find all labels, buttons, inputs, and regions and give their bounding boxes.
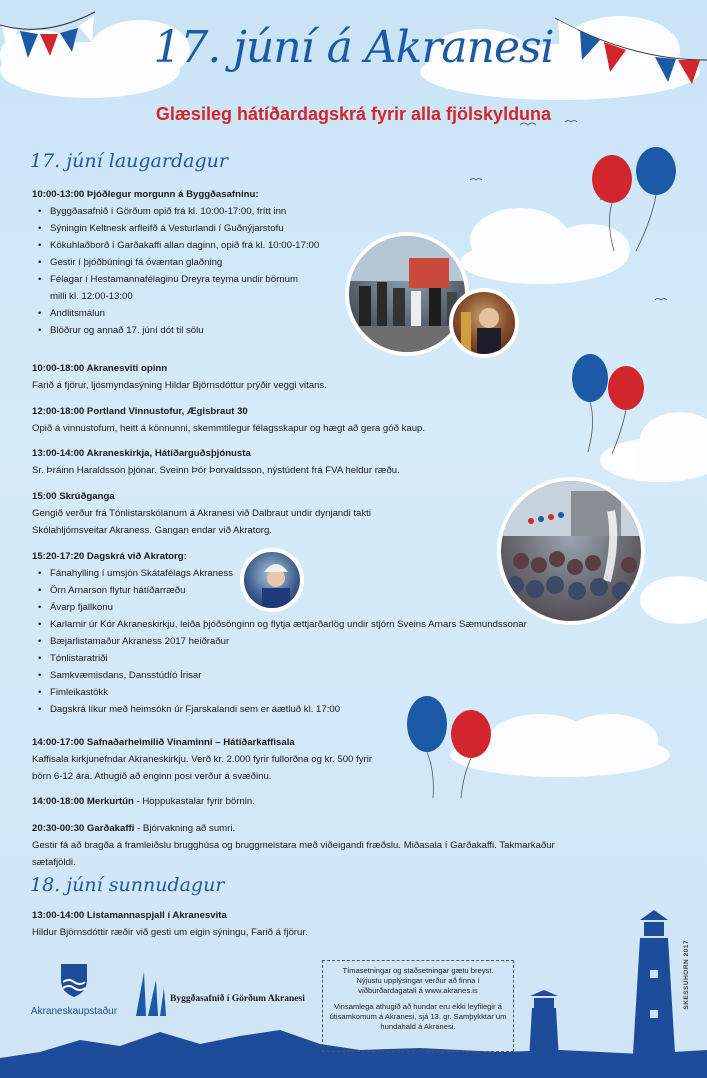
poster-subtitle: Glæsileg hátíðardagskrá fyrir alla fjölskylduna: [155, 104, 552, 124]
list-item: • Samkvæmisdans, Dansstúdíó Írisar: [50, 667, 532, 684]
balloons-bottom: [405, 690, 515, 800]
block-title: 12:00-18:00 Portland Vinnustofur, Ægisbraut 30: [32, 406, 248, 417]
crowd-photo: [497, 477, 645, 625]
block-text: Skólahljómsveitar Akraness. Gangan endar við Akratorg.: [32, 525, 272, 536]
list-item: • Kökuhlaðborð í Garðakaffi allan daginn, opið frá kl. 10:00-17:00: [50, 237, 352, 254]
akranes-logo-label: Akraneskaupstaður: [30, 1006, 118, 1017]
schedule-block-5: [32, 488, 492, 539]
block-text: Opið á vinnustofum, heitt á könnunni, skemmtilegur félagsskapur og hægt að gera góð kaup.: [32, 423, 426, 434]
block-text: Farið á fjörur, ljósmyndasýning Hildar Björnsdóttur prýðir veggi vitans.: [32, 380, 327, 391]
day2-heading: 18. júní sunnudagur: [30, 874, 225, 896]
list-item: • Fánahylling í umsjón Skátafélags Akraness: [50, 565, 532, 582]
block-title: 20:30-00:30 Garðakaffi: [32, 823, 135, 834]
balloons-middle: [570, 348, 660, 458]
block-title: 13:00-14:00 Akraneskirkja, Hátíðarguðsþjónusta: [32, 448, 251, 459]
block-text: Kaffisala kirkjunefndar Akraneskirkju. Verð kr. 2.000 fyrir fullorðna og kr. 500 fyrir: [32, 754, 373, 765]
list-item-text: Félagar í Hestamannafélaginu Dreyra teyma undir börnum: [50, 274, 298, 285]
list-item: • Fimleikastökk: [50, 684, 532, 701]
block-text: Gengið verður frá Tónlistarskólanum á Akranesi við Dalbraut undir dynjandi takti: [32, 508, 371, 519]
balloons-top: [590, 145, 680, 255]
list-item-cont: milli kl. 12:00-13:00: [50, 291, 133, 302]
parade-photo: [345, 232, 469, 356]
block-title: 14:00-18:00 Merkurtún: [32, 796, 134, 807]
notice-box: [322, 960, 514, 1052]
akranes-logo: [26, 962, 122, 1017]
small-lighthouse-icon: [520, 990, 570, 1078]
byggdasafn-logo-label: Byggðasafnið í Görðum Akranesi: [170, 994, 305, 1004]
list-item: • Ávarp fjallkonu: [50, 599, 532, 616]
schedule-block-4: [32, 445, 492, 479]
poster-title: 17. júní á Akranesi: [153, 22, 554, 73]
notice-text-1: Tímasetningar og staðsetningar gætu breyst. Nýjustu upplýsingar verður að finna í viðburðardagatali á www.akranes.is: [342, 966, 494, 995]
list-item: • Gestir í þjóðbúningi fá óvæntan glaðning: [50, 254, 352, 271]
schedule-block-day2: [32, 907, 432, 941]
list-item: • Karlarnir úr Kór Akraneskirkju, leiða þjóðsönginn og flytja ættjarðarlög undir stjórn Sveins Arnars Sæmundssonar: [50, 616, 532, 633]
list-item: • Tónlistaratriði: [50, 650, 532, 667]
costume-photo: [449, 288, 519, 358]
list-item: • Andlitsmálun: [50, 305, 352, 322]
list-item: • Örn Arnarson flytur hátíðarræðu: [50, 582, 532, 599]
block-title: 15:20-17:20 Dagskrá við Akratorg:: [32, 551, 187, 562]
block-text: Sr. Þráinn Haraldsson þjónar. Sveinn Þór Þorvaldsson, nýstúdent frá FVA heldur ræðu.: [32, 465, 400, 476]
schedule-block-1: [32, 186, 352, 339]
credit-text: SKESSUHORN 2017: [683, 940, 690, 1010]
block-text: börn 6-12 ára. Athugið að enginn posi verður á svæðinu.: [32, 771, 272, 782]
list-item: • Sýningin Keltnesk arfleifð á Vesturlandi í Guðnýjarstofu: [50, 220, 352, 237]
list-item: [50, 271, 352, 305]
sails-icon: [132, 968, 168, 1018]
block-title: 10:00-18:00 Akranesviti opinn: [32, 363, 168, 374]
block-text: - Bjórvakning að sumri.: [134, 823, 236, 834]
block-title: 10:00-13:00 Þjóðlegur morgunn á Byggðasafninu:: [32, 189, 259, 200]
notice-text-2: Vinsamlega athugið að hundar eru ekki leyfilegir á útisamkomum á Akranesi, sjá 13. gr. Samþykktar um hundahald á Akranesi.: [329, 1002, 507, 1031]
schedule-block-9: [32, 820, 592, 871]
byggdasafn-logo: [132, 968, 305, 1023]
list-item: • Blöðrur og annað 17. júní dót til sölu: [50, 322, 352, 339]
list-item: • Byggðasafnið í Görðum opið frá kl. 10:00-17:00, frítt inn: [50, 203, 352, 220]
block-list: [50, 203, 352, 339]
list-item: • Dagskrá líkur með heimsókn úr Fjarskalandi sem er áætluð kl. 17:00: [50, 701, 532, 718]
fjallkona-photo: [240, 548, 304, 612]
day1-heading: 17. júní laugardagur: [30, 150, 228, 172]
schedule-block-2: [32, 360, 472, 394]
block-text: - Hoppukastalar fyrir börnin.: [133, 796, 255, 807]
block-text: Gestir fá að bragða á framleiðslu brugghúsa og bruggmeistara með viðeigandi fræðslu. Miðasala í Garðakaffi. Takmarkaður sætafjöldi.: [32, 840, 555, 868]
block-title: 15:00 Skrúðganga: [32, 491, 115, 502]
block-title: 14:00-17:00 Safnaðarheimilið Vinaminni – Hátíðarkaffisala: [32, 737, 295, 748]
block-text: Hildur Björnsdóttir ræðir við gesti um eigin sýningu, Farið á fjörur.: [32, 927, 308, 938]
schedule-block-3: [32, 403, 492, 437]
akranes-shield-icon: [59, 962, 89, 998]
list-item: • Bæjarlistamaður Akraness 2017 heiðraður: [50, 633, 532, 650]
block-title: 13:00-14:00 Listamannaspjall í Akranesvita: [32, 910, 227, 921]
